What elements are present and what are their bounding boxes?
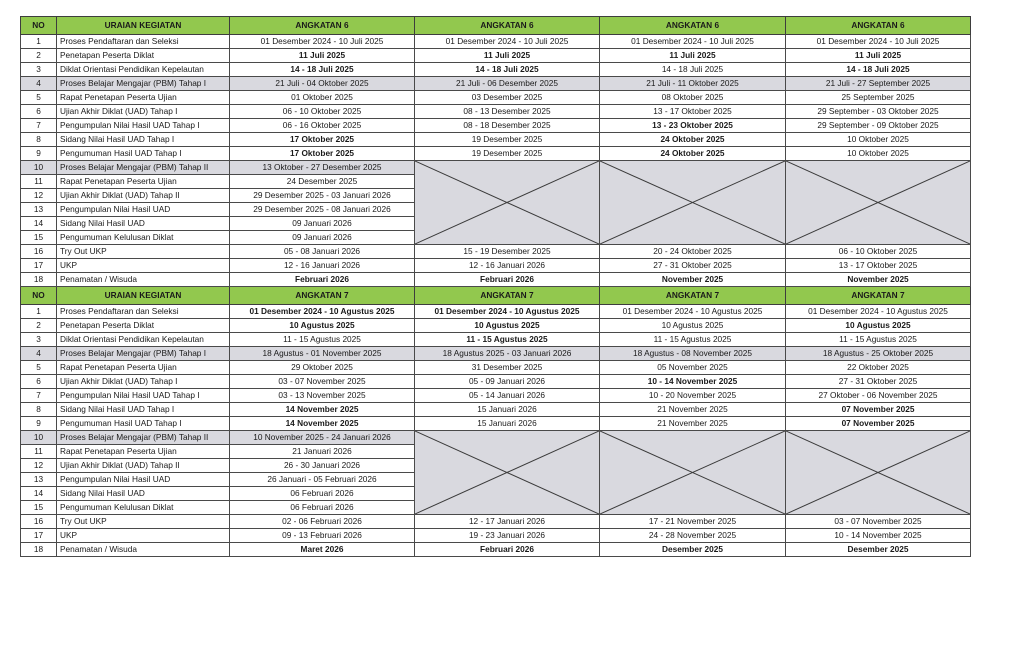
schedule-date: 18 Agustus - 25 Oktober 2025 xyxy=(786,347,971,361)
schedule-date: 10 Agustus 2025 xyxy=(786,319,971,333)
row-number: 11 xyxy=(21,445,57,459)
header-kegiatan: URAIAN KEGIATAN xyxy=(57,287,230,305)
activity-name: UKP xyxy=(57,529,230,543)
activity-name: Ujian Akhir Diklat (UAD) Tahap I xyxy=(57,375,230,389)
schedule-date: 21 Juli - 27 September 2025 xyxy=(786,77,971,91)
schedule-date: 01 Desember 2024 - 10 Juli 2025 xyxy=(786,35,971,49)
row-number: 12 xyxy=(21,189,57,203)
schedule-date: 29 September - 03 Oktober 2025 xyxy=(786,105,971,119)
schedule-date: 11 Juli 2025 xyxy=(786,49,971,63)
table-row xyxy=(21,77,971,91)
table-row xyxy=(21,417,971,431)
schedule-date: 06 - 10 Oktober 2025 xyxy=(786,245,971,259)
activity-name: Penetapan Peserta Diklat xyxy=(57,319,230,333)
schedule-date: 13 - 17 Oktober 2025 xyxy=(786,259,971,273)
schedule-date: 19 Desember 2025 xyxy=(415,147,600,161)
schedule-date: 22 Oktober 2025 xyxy=(786,361,971,375)
table-row xyxy=(21,347,971,361)
row-number: 9 xyxy=(21,417,57,431)
table-row xyxy=(21,147,971,161)
table-row xyxy=(21,431,971,445)
schedule-date: 05 November 2025 xyxy=(600,361,786,375)
not-applicable-cell xyxy=(415,161,600,245)
schedule-date: 09 Januari 2026 xyxy=(230,231,415,245)
schedule-date: November 2025 xyxy=(786,273,971,287)
row-number: 7 xyxy=(21,119,57,133)
activity-name: Pengumpulan Nilai Hasil UAD xyxy=(57,203,230,217)
schedule-date: 01 Desember 2024 - 10 Juli 2025 xyxy=(415,35,600,49)
schedule-date: 27 - 31 Oktober 2025 xyxy=(786,375,971,389)
schedule-date: 15 Januari 2026 xyxy=(415,403,600,417)
cross-mark-icon xyxy=(786,431,970,514)
schedule-date: 26 Januari - 05 Februari 2026 xyxy=(230,473,415,487)
schedule-date: 29 Desember 2025 - 08 Januari 2026 xyxy=(230,203,415,217)
schedule-date: 01 Desember 2024 - 10 Agustus 2025 xyxy=(230,305,415,319)
row-number: 4 xyxy=(21,347,57,361)
activity-name: Proses Belajar Mengajar (PBM) Tahap I xyxy=(57,347,230,361)
schedule-date: 12 - 17 Januari 2026 xyxy=(415,515,600,529)
activity-name: Pengumuman Hasil UAD Tahap I xyxy=(57,147,230,161)
schedule-date: 01 Desember 2024 - 10 Juli 2025 xyxy=(230,35,415,49)
schedule-date: Februari 2026 xyxy=(230,273,415,287)
schedule-date: 14 - 18 Juli 2025 xyxy=(415,63,600,77)
not-applicable-cell xyxy=(600,431,786,515)
row-number: 2 xyxy=(21,49,57,63)
activity-name: Penamatan / Wisuda xyxy=(57,273,230,287)
schedule-date: 06 Februari 2026 xyxy=(230,501,415,515)
activity-name: Pengumpulan Nilai Hasil UAD Tahap I xyxy=(57,119,230,133)
table-row xyxy=(21,63,971,77)
table-row xyxy=(21,133,971,147)
schedule-date: 10 Oktober 2025 xyxy=(786,147,971,161)
activity-name: Rapat Penetapan Peserta Ujian xyxy=(57,91,230,105)
schedule-date: 21 Juli - 04 Oktober 2025 xyxy=(230,77,415,91)
table-row xyxy=(21,403,971,417)
schedule-date: 18 Agustus - 01 November 2025 xyxy=(230,347,415,361)
row-number: 2 xyxy=(21,319,57,333)
activity-name: Ujian Akhir Diklat (UAD) Tahap II xyxy=(57,459,230,473)
row-number: 5 xyxy=(21,91,57,105)
header-angkatan: ANGKATAN 6 xyxy=(415,17,600,35)
schedule-date: 17 Oktober 2025 xyxy=(230,147,415,161)
not-applicable-cell xyxy=(786,161,971,245)
schedule-date: Februari 2026 xyxy=(415,543,600,557)
schedule-date: 01 Desember 2024 - 10 Agustus 2025 xyxy=(600,305,786,319)
row-number: 13 xyxy=(21,473,57,487)
schedule-date: 26 - 30 Januari 2026 xyxy=(230,459,415,473)
activity-name: Diklat Orientasi Pendidikan Kepelautan xyxy=(57,63,230,77)
schedule-date: 29 Desember 2025 - 03 Januari 2026 xyxy=(230,189,415,203)
activity-name: Try Out UKP xyxy=(57,515,230,529)
schedule-date: 06 Februari 2026 xyxy=(230,487,415,501)
row-number: 14 xyxy=(21,217,57,231)
activity-name: Rapat Penetapan Peserta Ujian xyxy=(57,445,230,459)
not-applicable-cell xyxy=(786,431,971,515)
activity-name: Ujian Akhir Diklat (UAD) Tahap I xyxy=(57,105,230,119)
row-number: 1 xyxy=(21,35,57,49)
activity-name: Proses Pendaftaran dan Seleksi xyxy=(57,35,230,49)
schedule-date: 02 - 06 Februari 2026 xyxy=(230,515,415,529)
schedule-date: Maret 2026 xyxy=(230,543,415,557)
row-number: 4 xyxy=(21,77,57,91)
header-row xyxy=(21,287,971,305)
row-number: 8 xyxy=(21,403,57,417)
cross-mark-icon xyxy=(786,161,970,244)
table-row xyxy=(21,245,971,259)
schedule-date: 03 Desember 2025 xyxy=(415,91,600,105)
schedule-date: 11 - 15 Agustus 2025 xyxy=(786,333,971,347)
row-number: 9 xyxy=(21,147,57,161)
schedule-date: 31 Desember 2025 xyxy=(415,361,600,375)
schedule-date: 10 November 2025 - 24 Januari 2026 xyxy=(230,431,415,445)
schedule-date: 10 Agustus 2025 xyxy=(600,319,786,333)
row-number: 10 xyxy=(21,161,57,175)
schedule-date: 17 - 21 November 2025 xyxy=(600,515,786,529)
table-row xyxy=(21,119,971,133)
row-number: 17 xyxy=(21,529,57,543)
schedule-date: 15 Januari 2026 xyxy=(415,417,600,431)
activity-name: Sidang Nilai Hasil UAD xyxy=(57,217,230,231)
table-row xyxy=(21,161,971,175)
schedule-date: 29 Oktober 2025 xyxy=(230,361,415,375)
schedule-date: 12 - 16 Januari 2026 xyxy=(415,259,600,273)
activity-name: Rapat Penetapan Peserta Ujian xyxy=(57,175,230,189)
row-number: 7 xyxy=(21,389,57,403)
schedule-date: Desember 2025 xyxy=(600,543,786,557)
activity-name: Sidang Nilai Hasil UAD xyxy=(57,487,230,501)
row-number: 5 xyxy=(21,361,57,375)
schedule-date: 18 Agustus 2025 - 03 Januari 2026 xyxy=(415,347,600,361)
schedule-date: 21 Juli - 11 Oktober 2025 xyxy=(600,77,786,91)
activity-name: Pengumuman Hasil UAD Tahap I xyxy=(57,417,230,431)
activity-name: UKP xyxy=(57,259,230,273)
schedule-date: 09 Januari 2026 xyxy=(230,217,415,231)
activity-name: Diklat Orientasi Pendidikan Kepelautan xyxy=(57,333,230,347)
cross-mark-icon xyxy=(415,161,599,244)
schedule-date: 11 - 15 Agustus 2025 xyxy=(415,333,600,347)
schedule-date: 21 Juli - 06 Desember 2025 xyxy=(415,77,600,91)
not-applicable-cell xyxy=(415,431,600,515)
row-number: 15 xyxy=(21,231,57,245)
header-angkatan: ANGKATAN 7 xyxy=(230,287,415,305)
schedule-date: 03 - 07 November 2025 xyxy=(230,375,415,389)
table-row xyxy=(21,105,971,119)
schedule-table xyxy=(20,16,971,557)
schedule-date: 15 - 19 Desember 2025 xyxy=(415,245,600,259)
schedule-date: 25 September 2025 xyxy=(786,91,971,105)
row-number: 18 xyxy=(21,543,57,557)
schedule-date: 14 November 2025 xyxy=(230,403,415,417)
schedule-date: 21 Januari 2026 xyxy=(230,445,415,459)
activity-name: Pengumpulan Nilai Hasil UAD xyxy=(57,473,230,487)
schedule-date: 14 November 2025 xyxy=(230,417,415,431)
schedule-date: Desember 2025 xyxy=(786,543,971,557)
schedule-date: 12 - 16 Januari 2026 xyxy=(230,259,415,273)
header-angkatan: ANGKATAN 7 xyxy=(415,287,600,305)
schedule-date: 06 - 16 Oktober 2025 xyxy=(230,119,415,133)
schedule-date: 14 - 18 Juli 2025 xyxy=(600,63,786,77)
schedule-date: 24 Oktober 2025 xyxy=(600,147,786,161)
schedule-date: 08 - 18 Desember 2025 xyxy=(415,119,600,133)
schedule-date: 17 Oktober 2025 xyxy=(230,133,415,147)
row-number: 15 xyxy=(21,501,57,515)
schedule-date: 07 November 2025 xyxy=(786,417,971,431)
table-row xyxy=(21,375,971,389)
activity-name: Pengumuman Kelulusan Diklat xyxy=(57,501,230,515)
row-number: 14 xyxy=(21,487,57,501)
activity-name: Proses Pendaftaran dan Seleksi xyxy=(57,305,230,319)
table-row xyxy=(21,259,971,273)
schedule-date: Februari 2026 xyxy=(415,273,600,287)
schedule-date: 27 Oktober - 06 November 2025 xyxy=(786,389,971,403)
header-row xyxy=(21,17,971,35)
schedule-date: 01 Oktober 2025 xyxy=(230,91,415,105)
header-angkatan: ANGKATAN 7 xyxy=(786,287,971,305)
table-row xyxy=(21,91,971,105)
header-angkatan: ANGKATAN 6 xyxy=(786,17,971,35)
schedule-date: 01 Desember 2024 - 10 Agustus 2025 xyxy=(786,305,971,319)
row-number: 3 xyxy=(21,63,57,77)
schedule-date: 10 - 14 November 2025 xyxy=(786,529,971,543)
schedule-date: 11 Juli 2025 xyxy=(415,49,600,63)
schedule-date: 06 - 10 Oktober 2025 xyxy=(230,105,415,119)
schedule-date: 10 - 20 November 2025 xyxy=(600,389,786,403)
schedule-date: 05 - 08 Januari 2026 xyxy=(230,245,415,259)
cross-mark-icon xyxy=(600,161,785,244)
schedule-date: 14 - 18 Juli 2025 xyxy=(230,63,415,77)
schedule-date: 08 - 13 Desember 2025 xyxy=(415,105,600,119)
header-kegiatan: URAIAN KEGIATAN xyxy=(57,17,230,35)
schedule-date: 10 Oktober 2025 xyxy=(786,133,971,147)
schedule-date: 03 - 07 November 2025 xyxy=(786,515,971,529)
activity-name: Penetapan Peserta Diklat xyxy=(57,49,230,63)
table-row xyxy=(21,319,971,333)
schedule-date: 29 September - 09 Oktober 2025 xyxy=(786,119,971,133)
schedule-date: 11 Juli 2025 xyxy=(600,49,786,63)
header-angkatan: ANGKATAN 7 xyxy=(600,287,786,305)
schedule-date: 24 Oktober 2025 xyxy=(600,133,786,147)
activity-name: Penamatan / Wisuda xyxy=(57,543,230,557)
row-number: 12 xyxy=(21,459,57,473)
cross-mark-icon xyxy=(415,431,599,514)
schedule-date: 07 November 2025 xyxy=(786,403,971,417)
row-number: 1 xyxy=(21,305,57,319)
activity-name: Proses Belajar Mengajar (PBM) Tahap I xyxy=(57,77,230,91)
schedule-date: 05 - 09 Januari 2026 xyxy=(415,375,600,389)
schedule-date: November 2025 xyxy=(600,273,786,287)
schedule-date: 01 Desember 2024 - 10 Agustus 2025 xyxy=(415,305,600,319)
header-no: NO xyxy=(21,287,57,305)
row-number: 10 xyxy=(21,431,57,445)
header-angkatan: ANGKATAN 6 xyxy=(600,17,786,35)
activity-name: Proses Belajar Mengajar (PBM) Tahap II xyxy=(57,161,230,175)
schedule-date: 14 - 18 Juli 2025 xyxy=(786,63,971,77)
row-number: 16 xyxy=(21,515,57,529)
schedule-date: 08 Oktober 2025 xyxy=(600,91,786,105)
schedule-sheet xyxy=(20,16,970,557)
schedule-date: 03 - 13 November 2025 xyxy=(230,389,415,403)
row-number: 16 xyxy=(21,245,57,259)
activity-name: Sidang Nilai Hasil UAD Tahap I xyxy=(57,133,230,147)
row-number: 18 xyxy=(21,273,57,287)
activity-name: Pengumpulan Nilai Hasil UAD Tahap I xyxy=(57,389,230,403)
row-number: 3 xyxy=(21,333,57,347)
table-row xyxy=(21,35,971,49)
header-angkatan: ANGKATAN 6 xyxy=(230,17,415,35)
row-number: 6 xyxy=(21,105,57,119)
schedule-date: 13 - 23 Oktober 2025 xyxy=(600,119,786,133)
activity-name: Ujian Akhir Diklat (UAD) Tahap II xyxy=(57,189,230,203)
table-row xyxy=(21,333,971,347)
schedule-date: 13 - 17 Oktober 2025 xyxy=(600,105,786,119)
table-row xyxy=(21,389,971,403)
activity-name: Pengumuman Kelulusan Diklat xyxy=(57,231,230,245)
table-row xyxy=(21,515,971,529)
activity-name: Proses Belajar Mengajar (PBM) Tahap II xyxy=(57,431,230,445)
activity-name: Sidang Nilai Hasil UAD Tahap I xyxy=(57,403,230,417)
schedule-date: 01 Desember 2024 - 10 Juli 2025 xyxy=(600,35,786,49)
header-no: NO xyxy=(21,17,57,35)
schedule-date: 11 - 15 Agustus 2025 xyxy=(600,333,786,347)
schedule-date: 11 Juli 2025 xyxy=(230,49,415,63)
schedule-date: 19 Desember 2025 xyxy=(415,133,600,147)
row-number: 13 xyxy=(21,203,57,217)
schedule-date: 18 Agustus - 08 November 2025 xyxy=(600,347,786,361)
cross-mark-icon xyxy=(600,431,785,514)
row-number: 6 xyxy=(21,375,57,389)
row-number: 8 xyxy=(21,133,57,147)
schedule-date: 24 - 28 November 2025 xyxy=(600,529,786,543)
schedule-date: 09 - 13 Februari 2026 xyxy=(230,529,415,543)
schedule-date: 20 - 24 Oktober 2025 xyxy=(600,245,786,259)
schedule-date: 19 - 23 Januari 2026 xyxy=(415,529,600,543)
schedule-date: 13 Oktober - 27 Desember 2025 xyxy=(230,161,415,175)
table-row xyxy=(21,273,971,287)
not-applicable-cell xyxy=(600,161,786,245)
schedule-date: 21 November 2025 xyxy=(600,417,786,431)
table-row xyxy=(21,529,971,543)
schedule-date: 24 Desember 2025 xyxy=(230,175,415,189)
schedule-date: 11 - 15 Agustus 2025 xyxy=(230,333,415,347)
table-row xyxy=(21,543,971,557)
table-row xyxy=(21,49,971,63)
schedule-date: 21 November 2025 xyxy=(600,403,786,417)
table-row xyxy=(21,361,971,375)
activity-name: Rapat Penetapan Peserta Ujian xyxy=(57,361,230,375)
schedule-date: 27 - 31 Oktober 2025 xyxy=(600,259,786,273)
row-number: 17 xyxy=(21,259,57,273)
table-row xyxy=(21,305,971,319)
schedule-date: 10 Agustus 2025 xyxy=(230,319,415,333)
schedule-date: 05 - 14 Januari 2026 xyxy=(415,389,600,403)
schedule-date: 10 Agustus 2025 xyxy=(415,319,600,333)
activity-name: Try Out UKP xyxy=(57,245,230,259)
row-number: 11 xyxy=(21,175,57,189)
schedule-date: 10 - 14 November 2025 xyxy=(600,375,786,389)
